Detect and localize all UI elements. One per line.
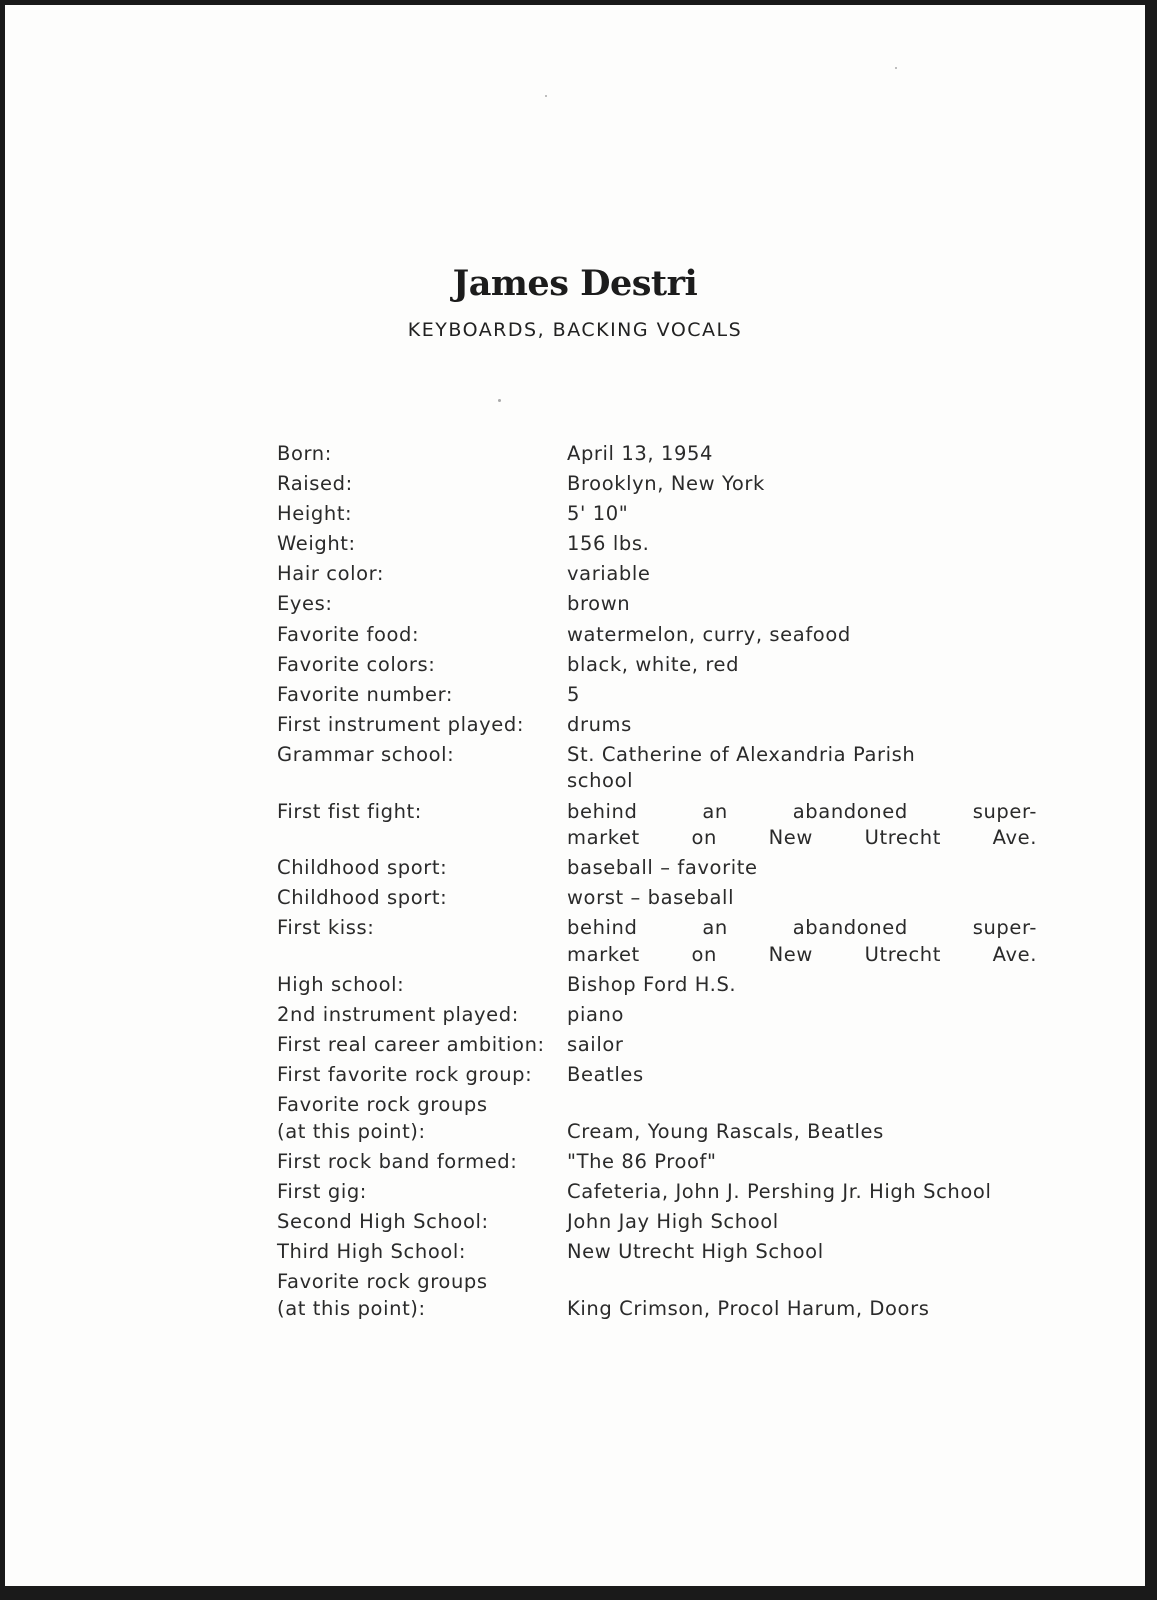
fact-row (277, 471, 1037, 498)
fact-label: Third High School: (277, 1240, 467, 1264)
fact-value: 5 (567, 682, 581, 706)
fact-label: Raised: (277, 472, 353, 496)
fact-row (277, 1092, 1037, 1145)
fact-value: April 13, 1954 (567, 442, 714, 465)
fact-row (277, 742, 1037, 795)
fact-value: New Utrecht High School (567, 1240, 824, 1264)
fact-label: Eyes: (277, 592, 333, 616)
fact-label: Childhood sport: (277, 886, 448, 910)
fact-row (277, 591, 1037, 618)
fact-value: drums (567, 712, 632, 736)
fact-label: Height: (277, 502, 353, 526)
fact-row (277, 915, 1037, 968)
fact-label: Favorite rock groups (at this point): (277, 1270, 488, 1320)
fact-value: Cream, Young Rascals, Beatles (567, 1119, 884, 1143)
fact-value: worst – baseball (567, 886, 735, 910)
fact-value: piano (567, 1003, 625, 1026)
fact-label: Favorite number: (277, 682, 454, 706)
fact-row (277, 799, 1037, 852)
fact-value: Brooklyn, New York (567, 472, 765, 496)
fact-row (277, 855, 1037, 882)
paper-speck (545, 95, 547, 97)
fact-row (277, 1179, 1037, 1206)
fact-value: St. Catherine of Alexandria Parish school (567, 742, 916, 793)
fact-label: Hair color: (277, 562, 385, 586)
fact-label: First fist fight: (277, 799, 422, 823)
fact-value: behind an abandoned super- market on New Utrecht Ave. (567, 916, 1037, 966)
fact-value: Bishop Ford H.S. (567, 972, 737, 996)
fact-label: Weight: (277, 532, 356, 556)
fact-value: Cafeteria, John J. Pershing Jr. High School (567, 1179, 992, 1203)
fact-label: Born: (277, 442, 332, 465)
fact-value: watermelon, curry, seafood (567, 622, 851, 646)
fact-row (277, 501, 1037, 528)
member-name: James Destri (452, 263, 698, 304)
fact-value: Beatles (567, 1063, 644, 1087)
fact-row (277, 1269, 1037, 1322)
fact-label: First instrument played: (277, 712, 525, 736)
fact-value: "The 86 Proof" (567, 1149, 717, 1173)
fact-row (277, 1149, 1037, 1176)
member-role: KEYBOARDS, BACKING VOCALS (407, 319, 743, 341)
fact-list (277, 441, 1037, 1326)
fact-row (277, 682, 1037, 709)
fact-value: behind an abandoned super- market on New Utrecht Ave. (567, 799, 1037, 850)
fact-value: baseball – favorite (567, 856, 758, 880)
fact-label: First gig: (277, 1179, 367, 1203)
fact-value: brown (567, 592, 631, 616)
fact-row (277, 561, 1037, 588)
fact-row (277, 885, 1037, 912)
fact-value: variable (567, 562, 651, 586)
fact-label: Grammar school: (277, 742, 455, 766)
fact-label: Favorite colors: (277, 652, 436, 676)
fact-value: black, white, red (567, 652, 740, 676)
fact-label: First favorite rock group: (277, 1063, 533, 1087)
fact-row (277, 1209, 1037, 1236)
paper-speck (498, 399, 501, 402)
fact-label: 2nd instrument played: (277, 1003, 519, 1026)
fact-value: 5' 10" (567, 502, 629, 526)
fact-value: King Crimson, Procol Harum, Doors (567, 1296, 930, 1320)
fact-value: sailor (567, 1033, 624, 1057)
fact-row (277, 1002, 1037, 1029)
fact-row (277, 1032, 1037, 1059)
fact-value: John Jay High School (567, 1210, 779, 1234)
fact-label: First real career ambition: (277, 1033, 545, 1057)
fact-row (277, 972, 1037, 999)
fact-value: 156 lbs. (567, 532, 650, 556)
fact-row (277, 622, 1037, 649)
fact-row (277, 652, 1037, 679)
fact-label: Second High School: (277, 1210, 489, 1234)
fact-label: Childhood sport: (277, 856, 448, 880)
fact-label: First rock band formed: (277, 1149, 518, 1173)
fact-label: Favorite rock groups (at this point): (277, 1093, 488, 1143)
fact-label: First kiss: (277, 916, 375, 940)
paper-speck (895, 67, 897, 69)
fact-row (277, 531, 1037, 558)
fact-row (277, 1062, 1037, 1089)
fact-label: High school: (277, 972, 405, 996)
fact-row (277, 441, 1037, 468)
fact-row (277, 712, 1037, 739)
fact-label: Favorite food: (277, 622, 420, 646)
fact-row (277, 1239, 1037, 1266)
